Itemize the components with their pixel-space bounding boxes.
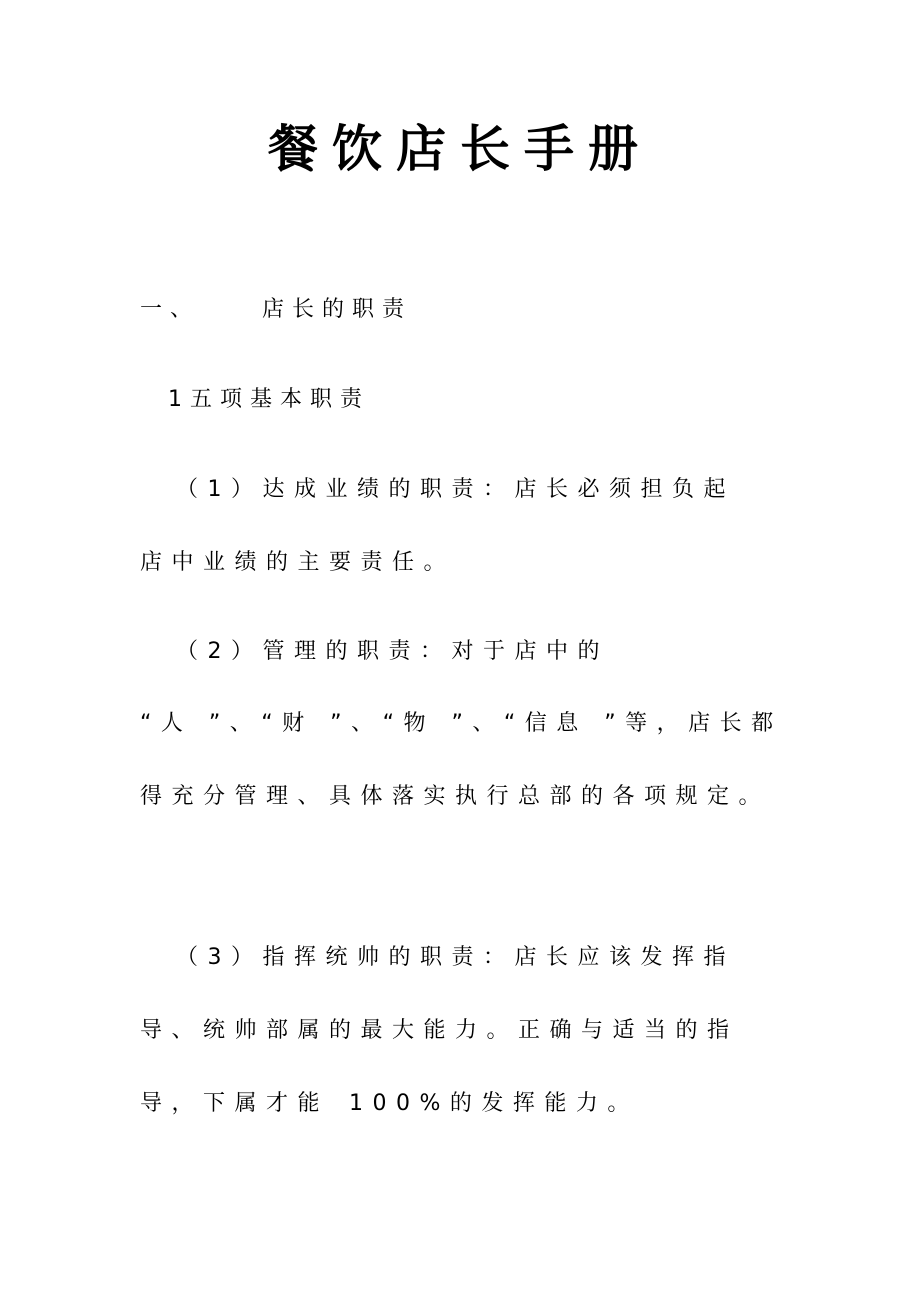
paragraph-3-line-3 — [140, 1088, 639, 1120]
subsection-heading: 1五项基本职责 — [168, 387, 370, 412]
document-title: 餐饮店长手册 — [268, 120, 652, 178]
section-number: 一、 — [140, 297, 201, 322]
section-title: 店长的职责 — [262, 297, 413, 322]
paragraph-2-line-3: 得充分管理、具体落实执行总部的各项规定。 — [140, 784, 771, 809]
paragraph-1-line-1: （1）达成业绩的职责：店长必须担负起 — [176, 477, 735, 502]
paragraph-2-line-2: “人 ”、“财 ”、“物 ”、“信息 ”等，店长都 — [140, 711, 783, 736]
paragraph-3-line-3-percent: 100%的发挥能力。 — [349, 1091, 639, 1116]
paragraph-3-line-1: （3）指挥统帅的职责：店长应该发挥指 — [176, 945, 735, 970]
paragraph-3-line-2: 导、统帅部属的最大能力。正确与适当的指 — [140, 1018, 739, 1043]
section-heading — [140, 294, 412, 326]
paragraph-1-line-2: 店中业绩的主要责任。 — [140, 550, 456, 575]
paragraph-2-line-1: （2）管理的职责：对于店中的 — [176, 639, 609, 664]
paragraph-3-line-3-text: 导，下属才能 — [140, 1091, 330, 1116]
